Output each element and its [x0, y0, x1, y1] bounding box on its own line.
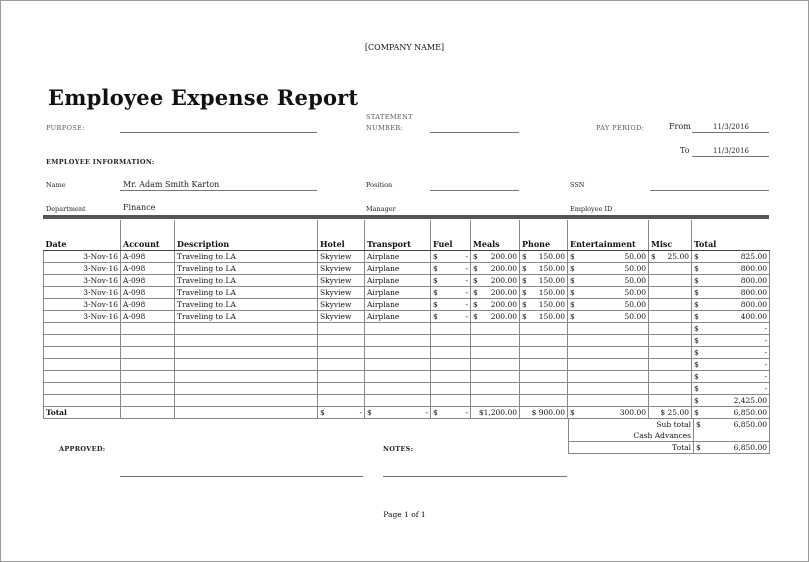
cell-empty[interactable]: [44, 347, 121, 359]
cell-account[interactable]: A-098: [121, 311, 175, 323]
cell-entertainment[interactable]: $ 50.00: [568, 311, 649, 323]
cell-misc[interactable]: [649, 311, 692, 323]
page-number: Page 1 of 1: [383, 510, 426, 519]
table-row: [44, 275, 770, 287]
col-date: Date: [44, 220, 121, 251]
cell-transport[interactable]: Airplane: [365, 251, 431, 263]
cell-total[interactable]: $ 2,425.00: [692, 395, 770, 407]
cell-description[interactable]: Traveling to LA: [175, 263, 318, 275]
name-label: Name: [46, 181, 66, 189]
table-row: [44, 311, 770, 323]
approved-label: APPROVED:: [59, 445, 106, 453]
cell-misc[interactable]: [649, 275, 692, 287]
summary-table: Sub total $ 6,850.00 Cash Advances Total $ 6,850.00: [568, 419, 770, 454]
cell-hotel[interactable]: Skyview: [318, 263, 365, 275]
cell-empty[interactable]: [520, 395, 568, 407]
cell-empty[interactable]: [471, 323, 520, 335]
to-date-value: 11/3/2016: [713, 147, 749, 155]
cell-empty[interactable]: [520, 335, 568, 347]
cell-meals[interactable]: $ 200.00: [471, 263, 520, 275]
col-fuel: Fuel: [431, 220, 471, 251]
cell-empty[interactable]: [649, 395, 692, 407]
cell-empty[interactable]: [44, 335, 121, 347]
col-meals: Meals: [471, 220, 520, 251]
cell-empty[interactable]: [175, 359, 318, 371]
cell-empty[interactable]: [175, 395, 318, 407]
cell-empty[interactable]: [649, 359, 692, 371]
table-row: [44, 347, 770, 359]
cell-hotel[interactable]: Skyview: [318, 251, 365, 263]
cell-empty[interactable]: [568, 383, 649, 395]
cell-empty[interactable]: [520, 371, 568, 383]
cell-hotel[interactable]: Skyview: [318, 287, 365, 299]
cell-account[interactable]: A-098: [121, 299, 175, 311]
cell-phone[interactable]: $ 150.00: [520, 299, 568, 311]
cell-entertainment[interactable]: $ 50.00: [568, 299, 649, 311]
cell-empty[interactable]: [568, 371, 649, 383]
cell-total[interactable]: $ -: [692, 323, 770, 335]
cell-empty[interactable]: [365, 395, 431, 407]
cell-total[interactable]: $ -: [692, 347, 770, 359]
cell-empty[interactable]: [121, 371, 175, 383]
cell-meals[interactable]: $ 200.00: [471, 299, 520, 311]
cell-description[interactable]: Traveling to LA: [175, 251, 318, 263]
cell-empty[interactable]: [175, 335, 318, 347]
cell-entertainment[interactable]: $ 50.00: [568, 263, 649, 275]
pay-period-label: PAY PERIOD:: [596, 124, 645, 132]
cell-misc[interactable]: [649, 263, 692, 275]
cell-empty[interactable]: [365, 335, 431, 347]
notes-label: NOTES:: [383, 445, 414, 453]
cell-total[interactable]: $ 400.00: [692, 311, 770, 323]
cell-meals[interactable]: $ 200.00: [471, 311, 520, 323]
cell-empty[interactable]: [649, 323, 692, 335]
cell-empty[interactable]: [649, 335, 692, 347]
cell-description[interactable]: Traveling to LA: [175, 275, 318, 287]
col-total: Total: [692, 220, 770, 251]
cell-empty[interactable]: [365, 359, 431, 371]
cell-empty[interactable]: [520, 323, 568, 335]
table-header-row: [44, 220, 770, 251]
cell-transport[interactable]: Airplane: [365, 311, 431, 323]
from-label: From: [669, 122, 691, 131]
table-row: [44, 263, 770, 275]
total-phone: $ 900.00: [520, 407, 568, 419]
col-description: Description: [175, 220, 318, 251]
cell-empty[interactable]: [121, 347, 175, 359]
cell-date[interactable]: 3-Nov-16: [44, 287, 121, 299]
cell-phone[interactable]: $ 150.00: [520, 275, 568, 287]
cell-misc[interactable]: $ 25.00: [649, 251, 692, 263]
cell-transport[interactable]: Airplane: [365, 263, 431, 275]
table-row: [44, 371, 770, 383]
cell-empty[interactable]: [431, 323, 471, 335]
cell-fuel[interactable]: $ -: [431, 287, 471, 299]
ssn-field[interactable]: [650, 190, 769, 191]
cash-advances-value[interactable]: [694, 430, 770, 442]
purpose-label: PURPOSE:: [46, 124, 85, 132]
cell-fuel[interactable]: $ -: [431, 251, 471, 263]
table-row: [44, 359, 770, 371]
cell-empty[interactable]: [471, 359, 520, 371]
cell-empty[interactable]: [649, 347, 692, 359]
cell-empty[interactable]: [471, 383, 520, 395]
cell-empty[interactable]: [365, 347, 431, 359]
cell-total[interactable]: $ -: [692, 383, 770, 395]
name-field[interactable]: [120, 190, 317, 191]
department-value: Finance: [123, 203, 156, 212]
table-total-row: Total $ - $ - $ - $1,200.00 $ 900.00 $ 300.00 $ 25.00 $ 6,850.00: [44, 407, 770, 419]
ssn-label: SSN: [570, 181, 585, 189]
cell-empty[interactable]: [318, 335, 365, 347]
cash-advances-label: Cash Advances: [569, 430, 694, 442]
cell-transport[interactable]: Airplane: [365, 275, 431, 287]
cell-account[interactable]: A-098: [121, 263, 175, 275]
statement-label-line2: NUMBER:: [366, 124, 404, 132]
cell-fuel[interactable]: $ -: [431, 299, 471, 311]
cell-empty[interactable]: [471, 335, 520, 347]
cell-date[interactable]: 3-Nov-16: [44, 263, 121, 275]
cell-empty[interactable]: [175, 371, 318, 383]
cell-date[interactable]: 3-Nov-16: [44, 299, 121, 311]
cell-empty[interactable]: [318, 323, 365, 335]
cell-empty[interactable]: [431, 347, 471, 359]
cell-empty[interactable]: [568, 347, 649, 359]
cell-empty[interactable]: [318, 395, 365, 407]
cell-fuel[interactable]: $ -: [431, 275, 471, 287]
cell-account[interactable]: A-098: [121, 251, 175, 263]
col-misc: Misc: [649, 220, 692, 251]
cell-phone[interactable]: $ 150.00: [520, 263, 568, 275]
cell-empty[interactable]: [44, 371, 121, 383]
cell-total[interactable]: $ 800.00: [692, 299, 770, 311]
cell-empty[interactable]: [318, 347, 365, 359]
cell-empty[interactable]: [44, 323, 121, 335]
cell-empty[interactable]: [471, 395, 520, 407]
cell-empty[interactable]: [431, 383, 471, 395]
cell-empty[interactable]: [431, 359, 471, 371]
cell-description[interactable]: Traveling to LA: [175, 287, 318, 299]
cell-total[interactable]: $ 800.00: [692, 263, 770, 275]
cell-empty[interactable]: [431, 395, 471, 407]
cell-meals[interactable]: $ 200.00: [471, 275, 520, 287]
statement-number-field[interactable]: [430, 132, 519, 133]
cell-empty[interactable]: [568, 395, 649, 407]
name-value: Mr. Adam Smith Karton: [123, 180, 220, 189]
cell-entertainment[interactable]: $ 50.00: [568, 251, 649, 263]
col-transport: Transport: [365, 220, 431, 251]
total-row-label: Total: [44, 407, 121, 419]
total-misc: $ 25.00: [649, 407, 692, 419]
col-entertainment: Entertainment: [568, 220, 649, 251]
cell-empty[interactable]: [44, 383, 121, 395]
summary-total-value: 6,850.00: [733, 443, 767, 452]
col-phone: Phone: [520, 220, 568, 251]
approved-signature-line[interactable]: [120, 476, 363, 477]
cell-empty[interactable]: [121, 323, 175, 335]
cell-empty[interactable]: [649, 383, 692, 395]
cell-empty[interactable]: [365, 383, 431, 395]
cell-empty[interactable]: [121, 359, 175, 371]
cell-fuel[interactable]: $ -: [431, 311, 471, 323]
table-row: [44, 299, 770, 311]
table-row: [44, 383, 770, 395]
cell-transport[interactable]: Airplane: [365, 299, 431, 311]
cell-misc[interactable]: [649, 287, 692, 299]
cell-hotel[interactable]: Skyview: [318, 311, 365, 323]
cell-empty[interactable]: [365, 323, 431, 335]
company-name: [COMPANY NAME]: [364, 43, 445, 52]
cell-account[interactable]: A-098: [121, 287, 175, 299]
cell-empty[interactable]: [568, 323, 649, 335]
employee-info-label: EMPLOYEE INFORMATION:: [46, 158, 155, 166]
cell-account[interactable]: A-098: [121, 275, 175, 287]
cell-meals[interactable]: $ 200.00: [471, 251, 520, 263]
cell-empty[interactable]: [175, 323, 318, 335]
cell-empty[interactable]: [568, 359, 649, 371]
cell-hotel[interactable]: Skyview: [318, 275, 365, 287]
cell-entertainment[interactable]: $ 50.00: [568, 287, 649, 299]
cell-empty[interactable]: [44, 395, 121, 407]
cell-phone[interactable]: $ 150.00: [520, 311, 568, 323]
to-label: To: [680, 146, 690, 155]
subtotal-value: 6,850.00: [733, 420, 767, 429]
position-field[interactable]: [430, 190, 519, 191]
cell-empty[interactable]: [365, 371, 431, 383]
table-row: [44, 251, 770, 263]
cell-total[interactable]: $ -: [692, 335, 770, 347]
cell-total[interactable]: $ 800.00: [692, 275, 770, 287]
department-label: Department: [46, 205, 86, 213]
cell-meals[interactable]: $ 200.00: [471, 287, 520, 299]
cell-date[interactable]: 3-Nov-16: [44, 251, 121, 263]
cell-description[interactable]: Traveling to LA: [175, 311, 318, 323]
cell-total[interactable]: $ 825.00: [692, 251, 770, 263]
cell-total[interactable]: $ -: [692, 371, 770, 383]
page-title: Employee Expense Report: [48, 85, 359, 110]
statement-label-line1: STATEMENT: [366, 113, 413, 121]
cell-empty[interactable]: [121, 335, 175, 347]
cell-empty[interactable]: [568, 335, 649, 347]
employee-id-label: Employee ID: [570, 205, 613, 213]
cell-empty[interactable]: [431, 371, 471, 383]
cell-total[interactable]: $ 800.00: [692, 287, 770, 299]
table-row: [44, 287, 770, 299]
cell-date[interactable]: 3-Nov-16: [44, 275, 121, 287]
total-meals: $1,200.00: [471, 407, 520, 419]
cell-empty[interactable]: [121, 383, 175, 395]
cell-empty[interactable]: [520, 383, 568, 395]
cell-hotel[interactable]: Skyview: [318, 299, 365, 311]
cell-phone[interactable]: $ 150.00: [520, 251, 568, 263]
cell-empty[interactable]: [520, 347, 568, 359]
cell-empty[interactable]: [121, 395, 175, 407]
cell-phone[interactable]: $ 150.00: [520, 287, 568, 299]
cell-empty[interactable]: [175, 347, 318, 359]
cell-empty[interactable]: [520, 359, 568, 371]
table-row: [44, 335, 770, 347]
cell-empty[interactable]: [175, 383, 318, 395]
cell-transport[interactable]: Airplane: [365, 287, 431, 299]
cell-empty[interactable]: [318, 371, 365, 383]
summary-total-label: Total: [569, 442, 694, 454]
expense-table: [43, 220, 770, 419]
from-date-field[interactable]: [692, 132, 769, 133]
cell-empty[interactable]: [318, 359, 365, 371]
subtotal-label: Sub total: [569, 419, 694, 430]
cell-empty[interactable]: [471, 371, 520, 383]
cell-description[interactable]: Traveling to LA: [175, 299, 318, 311]
cell-empty[interactable]: [431, 335, 471, 347]
cell-empty[interactable]: [44, 359, 121, 371]
cell-total[interactable]: $ -: [692, 359, 770, 371]
manager-label: Manager: [366, 205, 396, 213]
table-row: [44, 323, 770, 335]
cell-empty[interactable]: [649, 371, 692, 383]
notes-line[interactable]: [383, 476, 567, 477]
cell-date[interactable]: 3-Nov-16: [44, 311, 121, 323]
cell-misc[interactable]: [649, 299, 692, 311]
cell-empty[interactable]: [318, 383, 365, 395]
from-date-value: 11/3/2016: [713, 123, 749, 131]
col-account: Account: [121, 220, 175, 251]
table-top-bar: [43, 215, 769, 219]
cell-fuel[interactable]: $ -: [431, 263, 471, 275]
purpose-field[interactable]: [120, 132, 317, 133]
col-hotel: Hotel: [318, 220, 365, 251]
to-date-field[interactable]: [692, 156, 769, 157]
cell-empty[interactable]: [471, 347, 520, 359]
cell-entertainment[interactable]: $ 50.00: [568, 275, 649, 287]
table-row: [44, 395, 770, 407]
position-label: Position: [366, 181, 393, 189]
